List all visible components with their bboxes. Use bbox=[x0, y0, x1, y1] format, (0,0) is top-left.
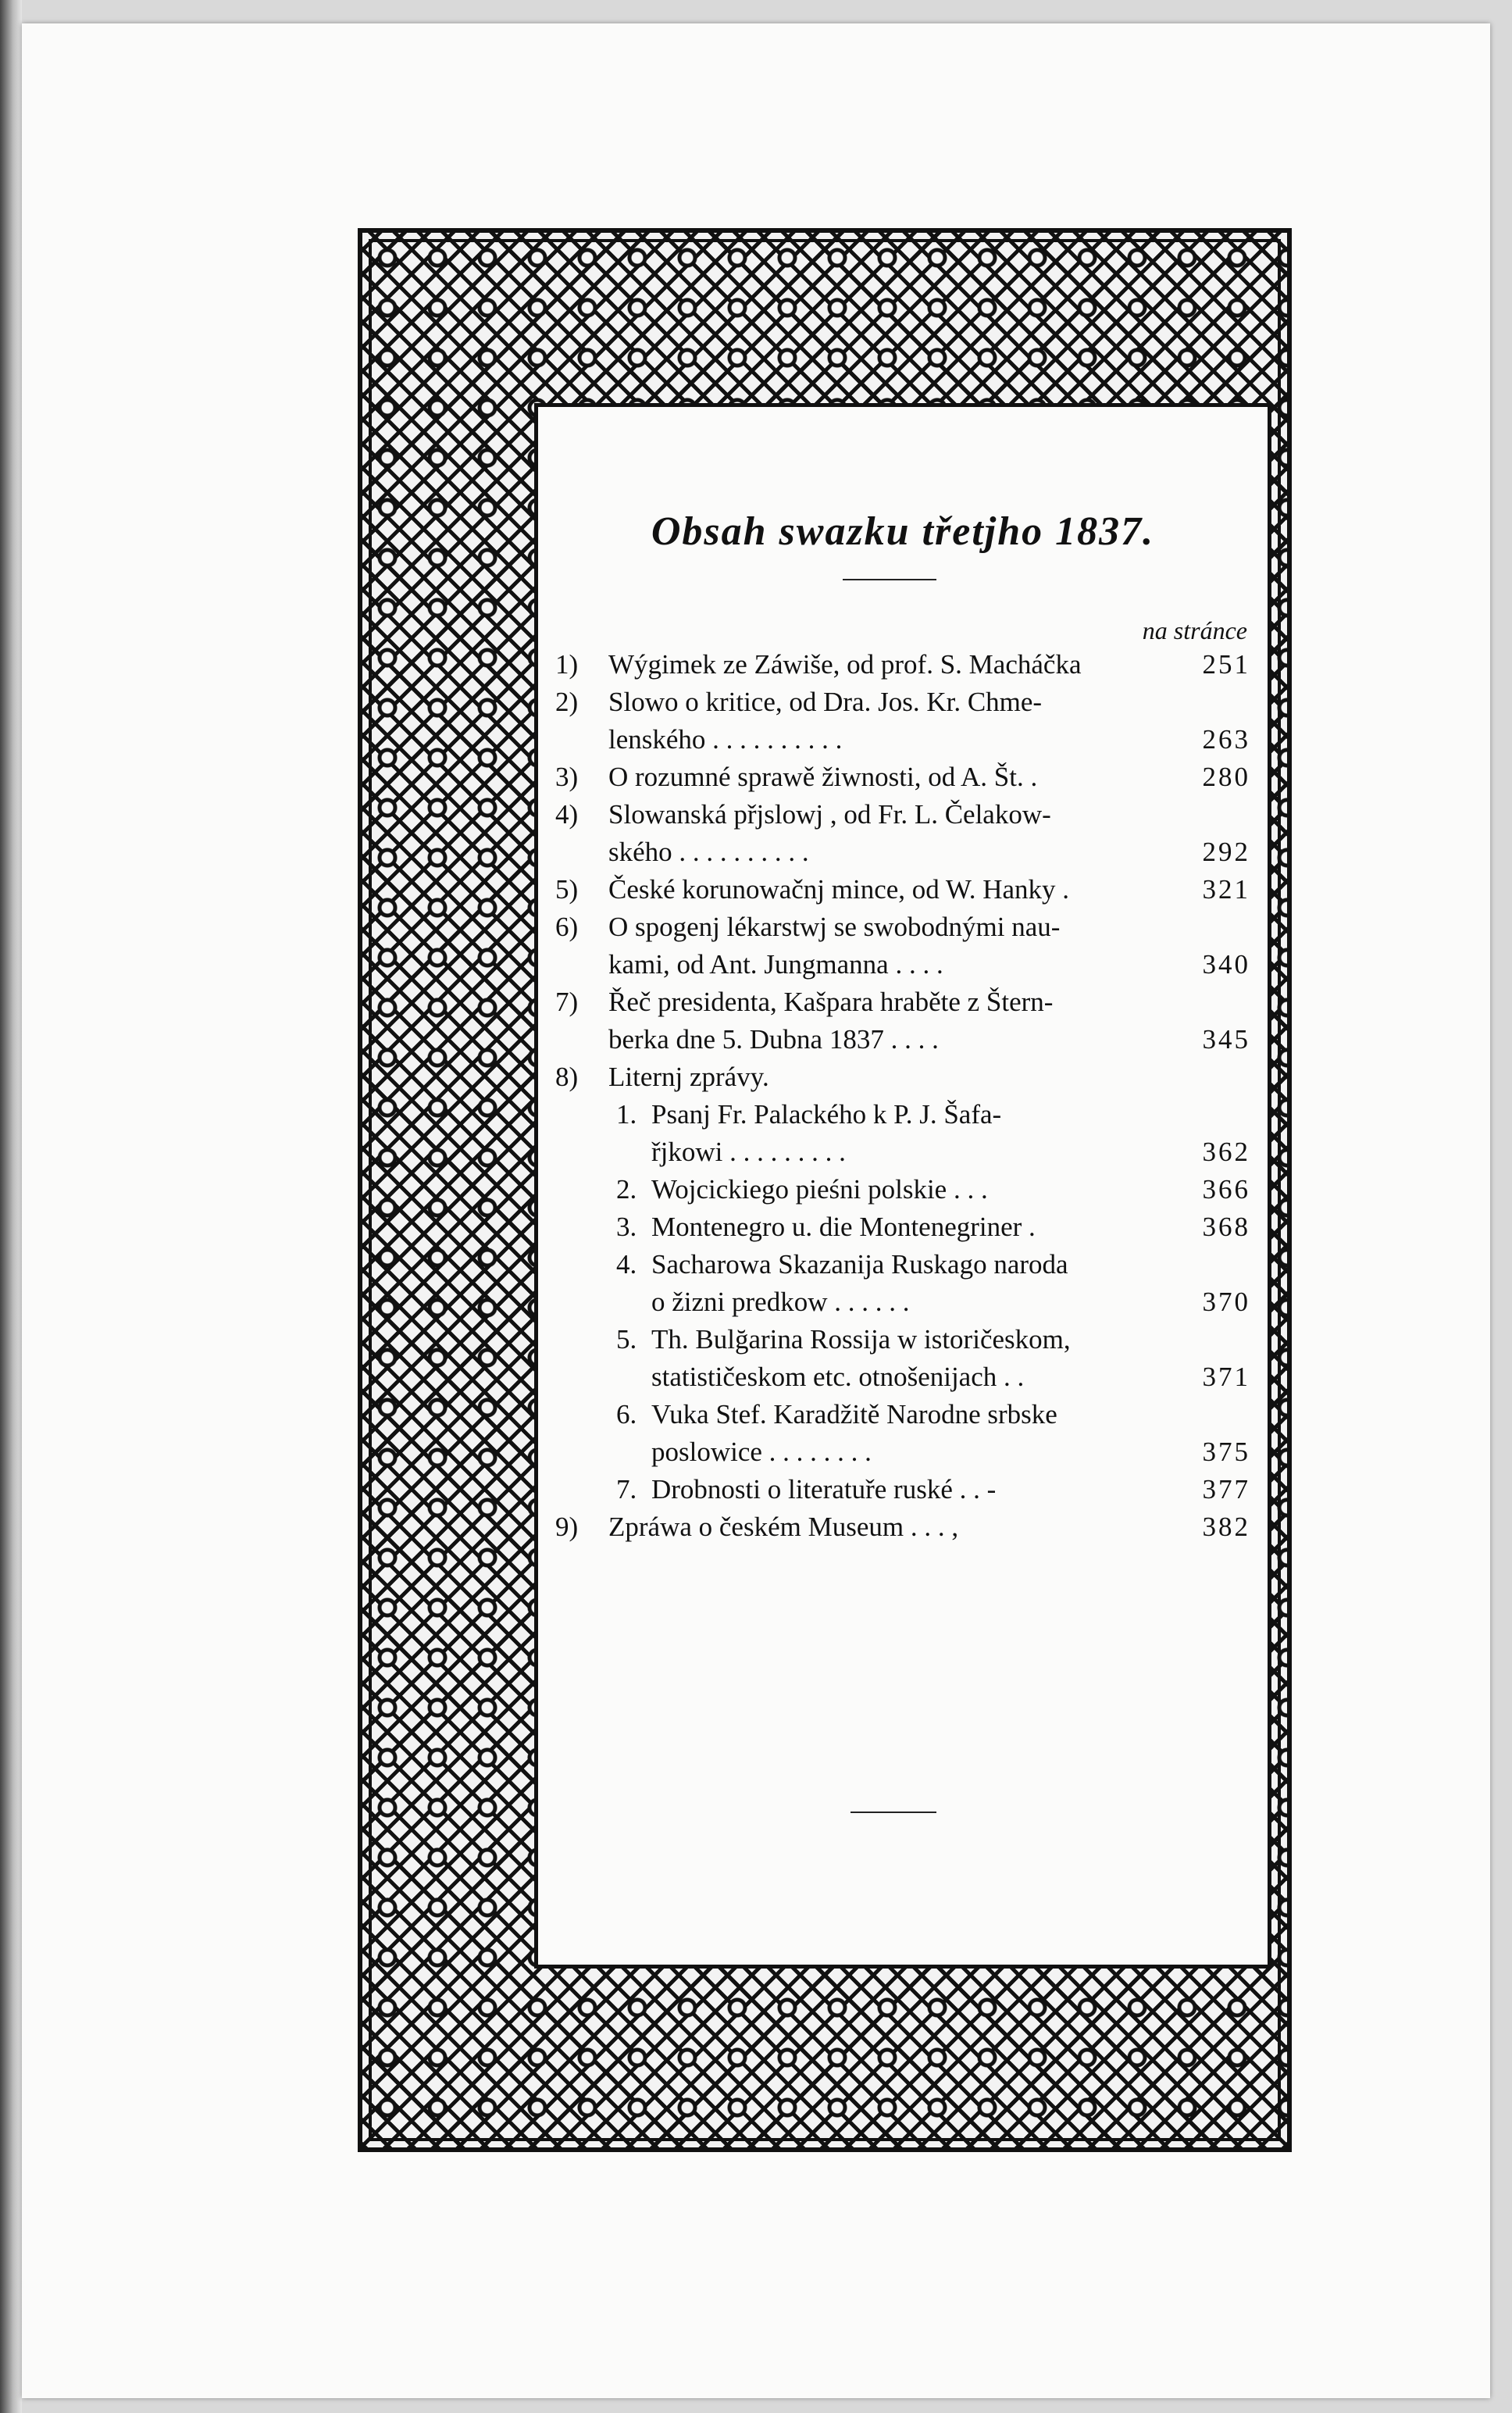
table-of-contents bbox=[538, 649, 1250, 1549]
toc-entry-line bbox=[538, 1324, 1250, 1362]
entry-text: Řeč presidenta, Kašpara hraběte z Štern- bbox=[608, 987, 1054, 1017]
entry-page-number: 366 bbox=[1202, 1174, 1250, 1205]
toc-entry-line bbox=[538, 724, 1250, 762]
entry-text: řjkowi . . . . . . . . . bbox=[651, 1137, 846, 1167]
toc-entry-line bbox=[538, 1062, 1250, 1099]
toc-entry-line bbox=[538, 949, 1250, 987]
toc-entry-line bbox=[538, 912, 1250, 949]
entry-page-number: 371 bbox=[1202, 1362, 1250, 1392]
entry-page-number: 382 bbox=[1202, 1512, 1250, 1542]
entry-page-number: 375 bbox=[1202, 1437, 1250, 1467]
entry-text: poslowice . . . . . . . . bbox=[651, 1437, 872, 1467]
entry-text: Wýgimek ze Záwiše, od prof. S. Macháčka bbox=[608, 649, 1082, 680]
closing-rule bbox=[850, 1812, 936, 1813]
entry-number: 5) bbox=[555, 874, 579, 905]
entry-number: 2. bbox=[616, 1174, 637, 1205]
toc-entry-line bbox=[538, 687, 1250, 724]
entry-page-number: 368 bbox=[1202, 1212, 1250, 1242]
entry-text: Zpráwa o českém Museum . . . , bbox=[608, 1512, 959, 1542]
toc-entry-line bbox=[538, 1249, 1250, 1287]
entry-text: Slowo o kritice, od Dra. Jos. Kr. Chme- bbox=[608, 687, 1043, 717]
toc-entry-line bbox=[538, 1137, 1250, 1174]
entry-number: 2) bbox=[555, 687, 579, 717]
entry-text: Sacharowa Skazanija Ruskago naroda bbox=[651, 1249, 1068, 1280]
entry-page-number: 377 bbox=[1202, 1474, 1250, 1505]
toc-entry-line bbox=[538, 1024, 1250, 1062]
entry-number: 4) bbox=[555, 799, 579, 830]
toc-entry-line bbox=[538, 1362, 1250, 1399]
contents-panel bbox=[534, 403, 1271, 1969]
entry-text: kami, od Ant. Jungmanna . . . . bbox=[608, 949, 943, 980]
entry-text: O rozumné sprawě žiwnosti, od A. Št. . bbox=[608, 762, 1038, 792]
entry-text: Vuka Stef. Karadžitě Narodne srbske bbox=[651, 1399, 1057, 1430]
entry-text: České korunowačnj mince, od W. Hanky . bbox=[608, 874, 1070, 905]
entry-text: Wojcickiego pieśni polskie . . . bbox=[651, 1174, 988, 1205]
entry-page-number: 362 bbox=[1202, 1137, 1250, 1167]
entry-page-number: 251 bbox=[1202, 649, 1250, 680]
entry-text: Psanj Fr. Palackého k P. J. Šafa- bbox=[651, 1099, 1002, 1130]
entry-page-number: 340 bbox=[1202, 949, 1250, 980]
book-page bbox=[22, 23, 1490, 2398]
entry-text: lenského . . . . . . . . . . bbox=[608, 724, 843, 755]
toc-entry-line bbox=[538, 1512, 1250, 1549]
title-rule bbox=[843, 579, 936, 580]
entry-page-number: 280 bbox=[1202, 762, 1250, 792]
ornamental-border bbox=[358, 228, 1292, 2152]
toc-entry-line bbox=[538, 799, 1250, 837]
entry-text: ského . . . . . . . . . . bbox=[608, 837, 809, 867]
toc-entry-line bbox=[538, 1212, 1250, 1249]
entry-number: 6) bbox=[555, 912, 579, 942]
entry-page-number: 345 bbox=[1202, 1024, 1250, 1055]
entry-number: 7. bbox=[616, 1474, 637, 1505]
entry-page-number: 370 bbox=[1202, 1287, 1250, 1317]
entry-number: 1. bbox=[616, 1099, 637, 1130]
page-title: Obsah swazku třetjho 1837. bbox=[651, 509, 1155, 554]
page-column-label: na stránce bbox=[1142, 616, 1247, 644]
entry-text: Drobnosti o literatuře ruské . . - bbox=[651, 1474, 997, 1505]
entry-page-number: 321 bbox=[1202, 874, 1250, 905]
entry-text: Liternj zprávy. bbox=[608, 1062, 769, 1092]
toc-entry-line bbox=[538, 762, 1250, 799]
toc-entry-line bbox=[538, 874, 1250, 912]
entry-text: Slowanská přjslowj , od Fr. L. Čelakow- bbox=[608, 799, 1051, 830]
entry-number: 3. bbox=[616, 1212, 637, 1242]
toc-entry-line bbox=[538, 649, 1250, 687]
entry-text: berka dne 5. Dubna 1837 . . . . bbox=[608, 1024, 939, 1055]
toc-entry-line bbox=[538, 1437, 1250, 1474]
entry-number: 6. bbox=[616, 1399, 637, 1430]
entry-number: 9) bbox=[555, 1512, 579, 1542]
entry-number: 1) bbox=[555, 649, 579, 680]
entry-number: 7) bbox=[555, 987, 579, 1017]
toc-entry-line bbox=[538, 837, 1250, 874]
entry-text: Montenegro u. die Montenegriner . bbox=[651, 1212, 1036, 1242]
entry-number: 5. bbox=[616, 1324, 637, 1355]
entry-text: Th. Bulğarina Rossija w istoričeskom, bbox=[651, 1324, 1071, 1355]
entry-number: 3) bbox=[555, 762, 579, 792]
entry-number: 4. bbox=[616, 1249, 637, 1280]
book-spine-shadow bbox=[0, 0, 22, 2413]
entry-text: O spogenj lékarstwj se swobodnými nau- bbox=[608, 912, 1061, 942]
entry-text: statističeskom etc. otnošenijach . . bbox=[651, 1362, 1025, 1392]
entry-page-number: 292 bbox=[1202, 837, 1250, 867]
toc-entry-line bbox=[538, 1399, 1250, 1437]
toc-entry-line bbox=[538, 1099, 1250, 1137]
toc-entry-line bbox=[538, 1474, 1250, 1512]
toc-entry-line bbox=[538, 987, 1250, 1024]
entry-text: o žizni predkow . . . . . . bbox=[651, 1287, 910, 1317]
entry-page-number: 263 bbox=[1202, 724, 1250, 755]
toc-entry-line bbox=[538, 1174, 1250, 1212]
entry-number: 8) bbox=[555, 1062, 579, 1092]
toc-entry-line bbox=[538, 1287, 1250, 1324]
